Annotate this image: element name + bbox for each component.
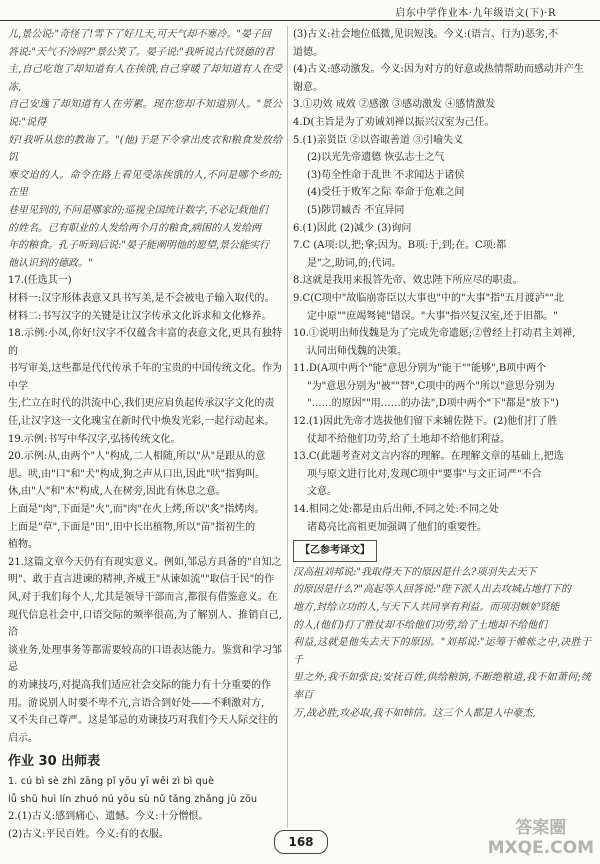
watermark: [488, 818, 594, 858]
answer-line: 9.C(C项中"故临崩寄臣以大事也"中的"大事"指"五月渡泸""北: [293, 292, 564, 304]
answer-line: (3)古义:社会地位低微,见识短浅。今义:(语言、行为)恶劣,不: [293, 29, 559, 40]
answer-21: [8, 554, 282, 748]
answer-s2: [8, 808, 282, 843]
answer-11: [293, 360, 591, 413]
answer-line: 生,伫立在时代的洪流中心,我们更应肩负起传承汉字文化的责: [8, 398, 275, 410]
answer-line: 诸葛亮比高祖更加强调了他们的重要性。: [307, 521, 487, 533]
answer-10: [293, 325, 591, 360]
left-column: [8, 26, 282, 843]
answer-6: 6.(1)因此 (2)减少 (3)询问: [293, 222, 412, 234]
answer-line: 风,对于我们每个人,尤其是领导干部而言,都很有借鉴意义。在: [8, 592, 278, 603]
answer-line: 现代信息社会中,口语交际的频率很高,为了解别人、推销自己,洽: [8, 609, 282, 639]
answer-line: 的劝谏技巧,对提高我们适应社会交际的能力有十分重要的作: [8, 679, 272, 691]
answer-label: 17.(任选其一): [8, 275, 72, 287]
answer-line: 又不失自己尊严。这是邹忌的劝谏技巧对我们今天人际交往的: [8, 715, 278, 727]
answer-s2-cont: [293, 26, 591, 96]
answer-line: 明"、敢于直言进谏的精神,齐威王"从谏如流""取信于民"的作: [8, 574, 275, 586]
answer-3: 3.①功效 成效 ②感激 ③感动激发 ④感情激发: [293, 99, 496, 111]
answer-line: (2)古义:平民百姓。今义:有的衣服。: [8, 828, 169, 840]
answer-line: 2.(1)古义:感到痛心、遗憾。今义:十分憎恨。: [8, 811, 209, 823]
answer-line: (4)受任于败军之际 奉命于危难之间: [307, 187, 465, 199]
passage-line: 主,自己吃饱了却知道有人在挨饿,自己穿暖了却知道有人在受冻,: [8, 64, 282, 93]
passage-line: 自己安逸了却知道有人在劳累。现在您却不知道别人。"景公说:"说得: [8, 99, 282, 128]
translation-line: 的原因是什么?"高起等人回答说:"陛下派人出去攻城占地打下的: [293, 584, 571, 596]
answer-line: 谢意。: [293, 81, 323, 93]
answer-line: 材料一:汉字形体表意又具书写美,是不会被电子输入取代的。: [8, 292, 275, 304]
answer-line: 认同出师伐魏的决策。: [307, 345, 407, 357]
pinyin-line: lǚ shū huì lín zhuó nú yōu sù nǔ tǎng zhǎng jù zōu: [8, 793, 258, 805]
header-title: 启东中学作业本·九年级语文(下)·R: [395, 8, 556, 19]
answer-line: 仗却不给他们功劳,给了土地却不给他们利益。: [307, 433, 511, 445]
answer-8: 8.这就是我用来报答先帝、效忠陛下所应尽的职责。: [293, 275, 523, 287]
page-header: [0, 0, 600, 21]
answer-12: [293, 413, 591, 448]
answer-5: [293, 132, 591, 220]
translation-line: 万,战必胜,攻必取,我不如韩信。这三个人都是人中豪杰,: [293, 707, 536, 719]
passage-line: 他认识到的德政。": [8, 257, 93, 269]
watermark-line: MXQE.COM: [487, 838, 594, 858]
answer-line: 植物。: [8, 539, 38, 551]
passage-line: 巷里见到的,不问是哪家的;巡视全国统计数字,不必记载他们: [8, 204, 268, 216]
passage-line: 寒交迫的人。命令在路上看见受冻挨饿的人,不问是哪个乡的;在里: [8, 169, 282, 199]
answer-7: [293, 237, 591, 272]
answer-line: 启示。: [8, 732, 38, 744]
passage-line: 的姓名。已有职业的人发给两个月的粮食,病困的人发给两: [8, 222, 262, 234]
answer-line: 上面是"草",下面是"田",田中长出植物,所以"苗"指初生的: [8, 521, 256, 533]
watermark-line: 答案圈: [515, 818, 567, 838]
answer-line: 思。吠,由"口"和"犬"构成,狗之声从口出,因此"吠"指狗叫。: [8, 468, 266, 480]
translation-line: 里之外,我不如张良;安抚百姓,供给粮饷,不断绝粮道,我不如萧何;统率百: [293, 672, 591, 701]
answer-line: (4)古义:感动激发。今义:因为对方的好意或热情帮助而感动并产生: [293, 64, 584, 76]
translation-line: 地方,封给立功的人,与天下人共同享有利益。而项羽嫉妒贤能: [293, 602, 560, 613]
section-title: 作业 30 出师表: [8, 754, 101, 770]
right-column: [293, 26, 591, 722]
answer-line: 12.(1)因此先帝才选拔他们留下来辅佐陛下。(2)他们打了胜: [293, 416, 558, 428]
answer-line: "……的原因""用……的办法",D项中两个"下"都是"放下"): [307, 398, 559, 410]
passage-line: 答说:"天气不冷吗?"景公笑了。晏子说:"我听说古代贤德的君: [8, 46, 274, 58]
answer-line: 谈业务,处理事务等都需要较高的口语表达能力。鉴赏和学习邹忌: [8, 644, 282, 674]
reference-translation: [293, 564, 591, 722]
translation-line: 汉高祖刘邦说:"我取得天下的原因是什么?项羽失去天下: [293, 566, 537, 578]
answer-17: [8, 272, 282, 325]
answer-label: 5.(1)亲贤臣 ②以咨诹善道 ③引喻失义: [293, 134, 464, 146]
answer-line: (3)苟全性命于乱世 不求闻达于诸侯: [307, 169, 465, 181]
answer-line: 18.示例:小凤,你好!汉字不仅蕴含丰富的表意文化,更具有独特的: [8, 328, 282, 357]
answer-line: (5)陟罚臧否 不宜异同: [307, 204, 405, 216]
answer-line: 7.C (A项:以,把;拿;因为。B项:于,到;在。C项:都: [293, 240, 507, 252]
answer-line: 20.示例:从,由两个"人"构成,二人相随,所以"从"是跟从的意: [8, 451, 266, 463]
answer-line: 11.D(A项中两个"能"意思分别为"能干""能够",B项中两个: [293, 363, 547, 375]
answer-line: 14.相同之处:都是由后出师,不同之处:不同之处: [293, 504, 499, 516]
answer-13: [293, 448, 591, 501]
answer-line: 10.①说明出师伐魏是为了完成先帝遗愿;②曾经上打动君主刘禅,: [293, 328, 576, 340]
answer-19: 19.示例:书写中华汉字,弘扬传统文化。: [8, 433, 181, 445]
answer-line: (2)以光先帝遗德 恢弘志士之气: [307, 152, 445, 164]
answer-9: [293, 290, 591, 325]
answer-line: 是"之,助词,的;代词。: [307, 257, 402, 269]
column-divider: [287, 26, 288, 828]
passage-translation: [8, 26, 282, 272]
answer-label: 1.: [8, 775, 18, 787]
answer-line: 材料二:书写汉字的关键是让汉字传承文化诉求和文化修养。: [8, 310, 272, 322]
answer-line: "为"意思分别为"被""替",C项中的两个"所以"意思分别为: [307, 380, 555, 392]
answer-line: 用。游说别人时要不卑不亢,言语合到好处——不剩激对方,: [8, 697, 265, 709]
reference-translation-title: 【乙参考译文】: [293, 540, 377, 562]
answer-line: 文意。: [307, 486, 337, 498]
answer-14: [293, 501, 591, 536]
answer-line: 任,让汉字这一文化瑰宝在新时代中焕发光彩,一起行动起来。: [8, 416, 275, 428]
passage-line: 年的粮食。孔子听到后说:"晏子能阐明他的愿望,景公能实行: [8, 240, 270, 252]
answer-s1: [8, 773, 282, 808]
answer-4: 4.D(主旨是为了劝诫刘禅以振兴汉室为己任。: [293, 116, 495, 128]
passage-line: 好!我听从您的教诲了。"(他)于是下令拿出皮衣和粮食发放给饥: [8, 134, 282, 164]
answer-line: 休,由"人"和"木"构成,人在树旁,因此有休息之意。: [8, 486, 226, 498]
answer-line: 13.C(此题考查对文言内容的理解。在理解文章的基础上,把选: [293, 451, 564, 463]
passage-line: 儿,景公说:"奇怪了!雪下了好几天,可天气却不寒冷。"晏子回: [8, 29, 271, 40]
translation-line: 利益,这就是他失去天下的原因。"刘邦说:"运筹于帷帐之中,决胜于千: [293, 637, 591, 666]
pinyin-line: cú bì sè zhì zāng pǐ yōu yī wěi zì bì què: [20, 775, 215, 787]
answer-line: 定中原""庶竭驽钝"错误。"大事"指兴复汉室,还于旧都。": [307, 310, 558, 322]
answer-20: [8, 448, 282, 554]
answer-line: 项与原文进行比对,发现C项中"要事"与文正词严"不合: [307, 468, 542, 480]
page-number: 168: [274, 830, 328, 854]
answer-18: [8, 325, 282, 431]
answer-line: 道德。: [293, 46, 323, 58]
answer-line: 上面是"肉",下面是"火",而"肉"在火上烤,所以"炙"指烤肉。: [8, 504, 265, 516]
translation-line: 的人,(他们)打了胜仗却不给他们功劳,给了土地却不给他们: [293, 619, 548, 631]
answer-line: 书写审美,这些都是代代传承千年的宝贵的中国传统文化。作为中学: [8, 363, 282, 392]
answer-line: 21.这篇文章今天仍有有现实意义。例如,邹忌方具备的"自知之: [8, 556, 282, 568]
